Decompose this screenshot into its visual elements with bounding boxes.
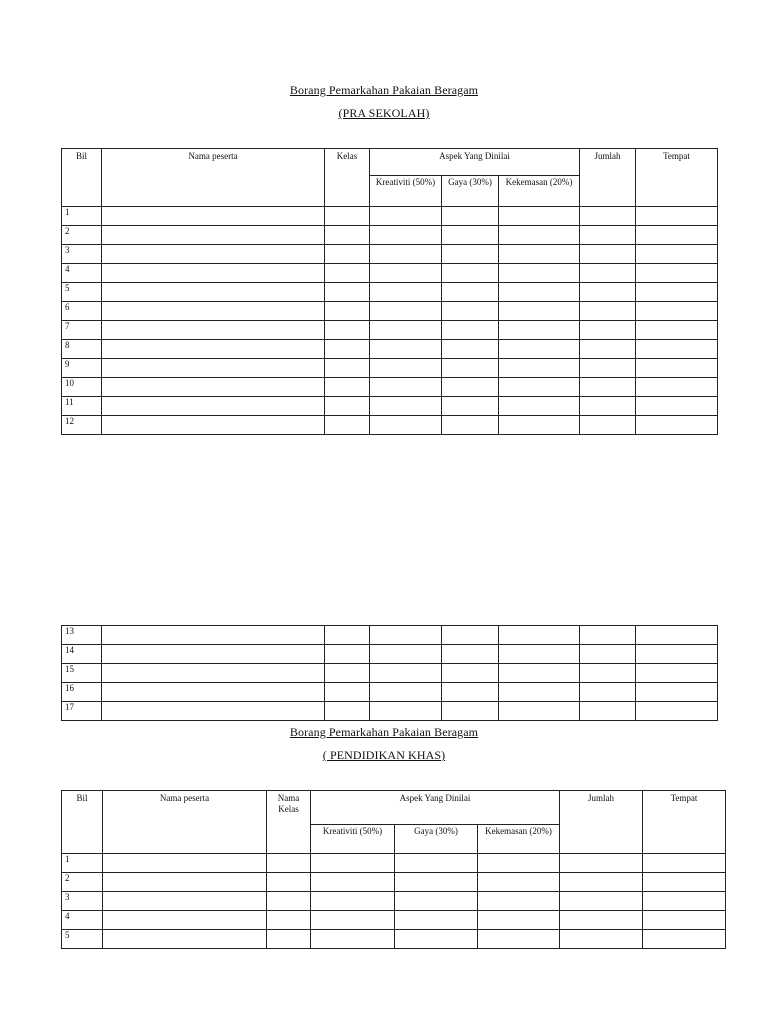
kelas-cell[interactable] — [325, 245, 370, 264]
nama-cell[interactable] — [102, 664, 325, 683]
header-jumlah: Jumlah — [560, 791, 643, 854]
kreativiti-cell[interactable] — [370, 626, 442, 645]
form2-table — [61, 790, 726, 949]
nama-cell[interactable] — [102, 397, 325, 416]
nama-cell[interactable] — [102, 340, 325, 359]
table-row — [62, 226, 718, 245]
kreativiti-cell[interactable] — [370, 245, 442, 264]
kelas-cell[interactable] — [267, 911, 311, 930]
jumlah-cell[interactable] — [560, 873, 643, 892]
kreativiti-cell[interactable] — [370, 359, 442, 378]
kelas-cell[interactable] — [325, 416, 370, 435]
gaya-cell[interactable] — [442, 207, 499, 226]
bil-cell: 16 — [62, 683, 102, 702]
kreativiti-cell[interactable] — [311, 930, 395, 949]
table-row — [62, 245, 718, 264]
jumlah-cell[interactable] — [580, 264, 636, 283]
kekemasan-cell[interactable] — [499, 245, 580, 264]
tempat-cell[interactable] — [636, 245, 718, 264]
jumlah-cell[interactable] — [560, 930, 643, 949]
table-row — [62, 416, 718, 435]
kreativiti-cell[interactable] — [311, 911, 395, 930]
kekemasan-cell[interactable] — [499, 226, 580, 245]
table-row — [62, 645, 718, 664]
nama-cell[interactable] — [103, 892, 267, 911]
form2-subtitle: ( PENDIDIKAN KHAS) — [322, 748, 446, 762]
jumlah-cell[interactable] — [580, 683, 636, 702]
bil-cell: 8 — [62, 340, 102, 359]
tempat-cell[interactable] — [636, 283, 718, 302]
table-row — [62, 702, 718, 721]
jumlah-cell[interactable] — [580, 226, 636, 245]
kekemasan-cell[interactable] — [499, 702, 580, 721]
bil-cell: 3 — [62, 892, 103, 911]
nama-cell[interactable] — [102, 245, 325, 264]
table-row — [62, 321, 718, 340]
gaya-cell[interactable] — [442, 340, 499, 359]
tempat-cell[interactable] — [643, 911, 726, 930]
kelas-cell[interactable] — [325, 226, 370, 245]
kekemasan-cell[interactable] — [499, 321, 580, 340]
table-row — [62, 340, 718, 359]
form1-title: Borang Pemarkahan Pakaian Beragam — [289, 83, 479, 97]
kekemasan-cell[interactable] — [499, 340, 580, 359]
header-kekemasan: Kekemasan (20%) — [478, 825, 560, 854]
kelas-cell[interactable] — [325, 264, 370, 283]
gaya-cell[interactable] — [442, 683, 499, 702]
gaya-cell[interactable] — [442, 702, 499, 721]
gaya-cell[interactable] — [442, 664, 499, 683]
jumlah-cell[interactable] — [580, 302, 636, 321]
kekemasan-cell[interactable] — [478, 892, 560, 911]
tempat-cell[interactable] — [643, 930, 726, 949]
gaya-cell[interactable] — [442, 397, 499, 416]
header-nama-kelas: Nama Kelas — [267, 791, 311, 854]
bil-cell: 4 — [62, 264, 102, 283]
form2-title: Borang Pemarkahan Pakaian Beragam — [289, 725, 479, 739]
tempat-cell[interactable] — [636, 340, 718, 359]
kelas-cell[interactable] — [325, 626, 370, 645]
gaya-cell[interactable] — [442, 302, 499, 321]
jumlah-cell[interactable] — [580, 645, 636, 664]
jumlah-cell[interactable] — [580, 626, 636, 645]
kelas-cell[interactable] — [325, 283, 370, 302]
tempat-cell[interactable] — [636, 226, 718, 245]
bil-cell: 7 — [62, 321, 102, 340]
kreativiti-cell[interactable] — [370, 283, 442, 302]
table-row — [62, 397, 718, 416]
header-gaya: Gaya (30%) — [395, 825, 478, 854]
kreativiti-cell[interactable] — [370, 645, 442, 664]
header-nama-peserta: Nama peserta — [102, 149, 325, 207]
nama-cell[interactable] — [102, 302, 325, 321]
header-bil: Bil — [62, 791, 103, 854]
form1-subtitle: (PRA SEKOLAH) — [338, 106, 430, 120]
gaya-cell[interactable] — [395, 873, 478, 892]
kreativiti-cell[interactable] — [311, 892, 395, 911]
jumlah-cell[interactable] — [580, 397, 636, 416]
bil-cell: 1 — [62, 854, 103, 873]
table-row — [62, 283, 718, 302]
jumlah-cell[interactable] — [560, 892, 643, 911]
kreativiti-cell[interactable] — [370, 264, 442, 283]
form1-table-continued — [61, 625, 718, 721]
header-bil: Bil — [62, 149, 102, 207]
nama-cell[interactable] — [102, 359, 325, 378]
kelas-cell[interactable] — [325, 683, 370, 702]
kekemasan-cell[interactable] — [499, 283, 580, 302]
kreativiti-cell[interactable] — [370, 340, 442, 359]
kelas-cell[interactable] — [325, 302, 370, 321]
kreativiti-cell[interactable] — [370, 207, 442, 226]
tempat-cell[interactable] — [643, 892, 726, 911]
kreativiti-cell[interactable] — [370, 302, 442, 321]
nama-cell[interactable] — [102, 645, 325, 664]
bil-cell: 13 — [62, 626, 102, 645]
jumlah-cell[interactable] — [580, 702, 636, 721]
nama-cell[interactable] — [103, 873, 267, 892]
header-kreativiti: Kreativiti (50%) — [311, 825, 395, 854]
tempat-cell[interactable] — [636, 626, 718, 645]
gaya-cell[interactable] — [442, 626, 499, 645]
kelas-cell[interactable] — [267, 854, 311, 873]
gaya-cell[interactable] — [442, 283, 499, 302]
kekemasan-cell[interactable] — [499, 664, 580, 683]
table-row — [62, 854, 726, 873]
kekemasan-cell[interactable] — [499, 683, 580, 702]
jumlah-cell[interactable] — [580, 664, 636, 683]
gaya-cell[interactable] — [442, 359, 499, 378]
jumlah-cell[interactable] — [580, 207, 636, 226]
kelas-cell[interactable] — [325, 397, 370, 416]
table-row — [62, 911, 726, 930]
tempat-cell[interactable] — [636, 321, 718, 340]
header-aspek: Aspek Yang Dinilai — [311, 791, 560, 825]
bil-cell: 15 — [62, 664, 102, 683]
bil-cell: 14 — [62, 645, 102, 664]
nama-cell[interactable] — [102, 378, 325, 397]
gaya-cell[interactable] — [442, 645, 499, 664]
kreativiti-cell[interactable] — [370, 226, 442, 245]
gaya-cell[interactable] — [442, 245, 499, 264]
kelas-cell[interactable] — [267, 930, 311, 949]
header-kreativiti: Kreativiti (50%) — [370, 176, 442, 207]
bil-cell: 3 — [62, 245, 102, 264]
bil-cell: 5 — [62, 930, 103, 949]
jumlah-cell[interactable] — [560, 854, 643, 873]
header-kekemasan: Kekemasan (20%) — [499, 176, 580, 207]
kreativiti-cell[interactable] — [370, 378, 442, 397]
table-row — [62, 930, 726, 949]
header-kelas: Kelas — [325, 149, 370, 207]
tempat-cell[interactable] — [636, 397, 718, 416]
kreativiti-cell[interactable] — [311, 854, 395, 873]
kekemasan-cell[interactable] — [499, 359, 580, 378]
nama-cell[interactable] — [103, 911, 267, 930]
header-tempat: Tempat — [636, 149, 718, 207]
bil-cell: 6 — [62, 302, 102, 321]
jumlah-cell[interactable] — [580, 340, 636, 359]
kreativiti-cell[interactable] — [370, 416, 442, 435]
jumlah-cell[interactable] — [580, 321, 636, 340]
gaya-cell[interactable] — [442, 321, 499, 340]
tempat-cell[interactable] — [636, 302, 718, 321]
nama-cell[interactable] — [102, 626, 325, 645]
table-row — [62, 683, 718, 702]
kekemasan-cell[interactable] — [478, 854, 560, 873]
nama-cell[interactable] — [102, 207, 325, 226]
kelas-cell[interactable] — [325, 321, 370, 340]
kelas-cell[interactable] — [267, 873, 311, 892]
jumlah-cell[interactable] — [580, 359, 636, 378]
tempat-cell[interactable] — [636, 264, 718, 283]
nama-cell[interactable] — [103, 930, 267, 949]
kekemasan-cell[interactable] — [499, 207, 580, 226]
kreativiti-cell[interactable] — [311, 873, 395, 892]
nama-cell[interactable] — [103, 854, 267, 873]
bil-cell: 2 — [62, 226, 102, 245]
tempat-cell[interactable] — [636, 664, 718, 683]
kreativiti-cell[interactable] — [370, 397, 442, 416]
kelas-cell[interactable] — [325, 645, 370, 664]
kreativiti-cell[interactable] — [370, 321, 442, 340]
jumlah-cell[interactable] — [560, 911, 643, 930]
kekemasan-cell[interactable] — [478, 873, 560, 892]
gaya-cell[interactable] — [442, 416, 499, 435]
kekemasan-cell[interactable] — [499, 626, 580, 645]
tempat-cell[interactable] — [636, 645, 718, 664]
bil-cell: 4 — [62, 911, 103, 930]
gaya-cell[interactable] — [442, 264, 499, 283]
nama-cell[interactable] — [102, 283, 325, 302]
jumlah-cell[interactable] — [580, 283, 636, 302]
header-gaya: Gaya (30%) — [442, 176, 499, 207]
table-row — [62, 302, 718, 321]
kekemasan-cell[interactable] — [499, 397, 580, 416]
header-jumlah: Jumlah — [580, 149, 636, 207]
kelas-cell[interactable] — [325, 664, 370, 683]
nama-cell[interactable] — [102, 321, 325, 340]
kelas-cell[interactable] — [325, 207, 370, 226]
kekemasan-cell[interactable] — [478, 911, 560, 930]
kreativiti-cell[interactable] — [370, 664, 442, 683]
header-tempat: Tempat — [643, 791, 726, 854]
gaya-cell[interactable] — [395, 930, 478, 949]
bil-cell: 1 — [62, 207, 102, 226]
tempat-cell[interactable] — [636, 359, 718, 378]
kekemasan-cell[interactable] — [499, 302, 580, 321]
gaya-cell[interactable] — [395, 892, 478, 911]
kekemasan-cell[interactable] — [478, 930, 560, 949]
table-row — [62, 626, 718, 645]
table-row — [62, 892, 726, 911]
kekemasan-cell[interactable] — [499, 416, 580, 435]
bil-cell: 9 — [62, 359, 102, 378]
header-aspek: Aspek Yang Dinilai — [370, 149, 580, 176]
kekemasan-cell[interactable] — [499, 645, 580, 664]
nama-cell[interactable] — [102, 416, 325, 435]
jumlah-cell[interactable] — [580, 245, 636, 264]
tempat-cell[interactable] — [636, 378, 718, 397]
bil-cell: 10 — [62, 378, 102, 397]
gaya-cell[interactable] — [442, 378, 499, 397]
form1-table — [61, 148, 718, 435]
bil-cell: 17 — [62, 702, 102, 721]
kreativiti-cell[interactable] — [370, 702, 442, 721]
gaya-cell[interactable] — [395, 911, 478, 930]
kekemasan-cell[interactable] — [499, 264, 580, 283]
nama-cell[interactable] — [102, 264, 325, 283]
tempat-cell[interactable] — [643, 873, 726, 892]
gaya-cell[interactable] — [395, 854, 478, 873]
kelas-cell[interactable] — [325, 340, 370, 359]
table-row — [62, 873, 726, 892]
tempat-cell[interactable] — [636, 702, 718, 721]
bil-cell: 5 — [62, 283, 102, 302]
nama-cell[interactable] — [102, 702, 325, 721]
table-row — [62, 207, 718, 226]
tempat-cell[interactable] — [636, 683, 718, 702]
nama-cell[interactable] — [102, 683, 325, 702]
gaya-cell[interactable] — [442, 226, 499, 245]
kekemasan-cell[interactable] — [499, 378, 580, 397]
bil-cell: 11 — [62, 397, 102, 416]
jumlah-cell[interactable] — [580, 378, 636, 397]
table-row — [62, 264, 718, 283]
kelas-cell[interactable] — [325, 359, 370, 378]
bil-cell: 12 — [62, 416, 102, 435]
bil-cell: 2 — [62, 873, 103, 892]
tempat-cell[interactable] — [643, 854, 726, 873]
jumlah-cell[interactable] — [580, 416, 636, 435]
tempat-cell[interactable] — [636, 207, 718, 226]
kelas-cell[interactable] — [325, 378, 370, 397]
table-row — [62, 359, 718, 378]
table-row — [62, 664, 718, 683]
kreativiti-cell[interactable] — [370, 683, 442, 702]
tempat-cell[interactable] — [636, 416, 718, 435]
table-row — [62, 378, 718, 397]
nama-cell[interactable] — [102, 226, 325, 245]
kelas-cell[interactable] — [267, 892, 311, 911]
kelas-cell[interactable] — [325, 702, 370, 721]
header-nama-peserta: Nama peserta — [103, 791, 267, 854]
